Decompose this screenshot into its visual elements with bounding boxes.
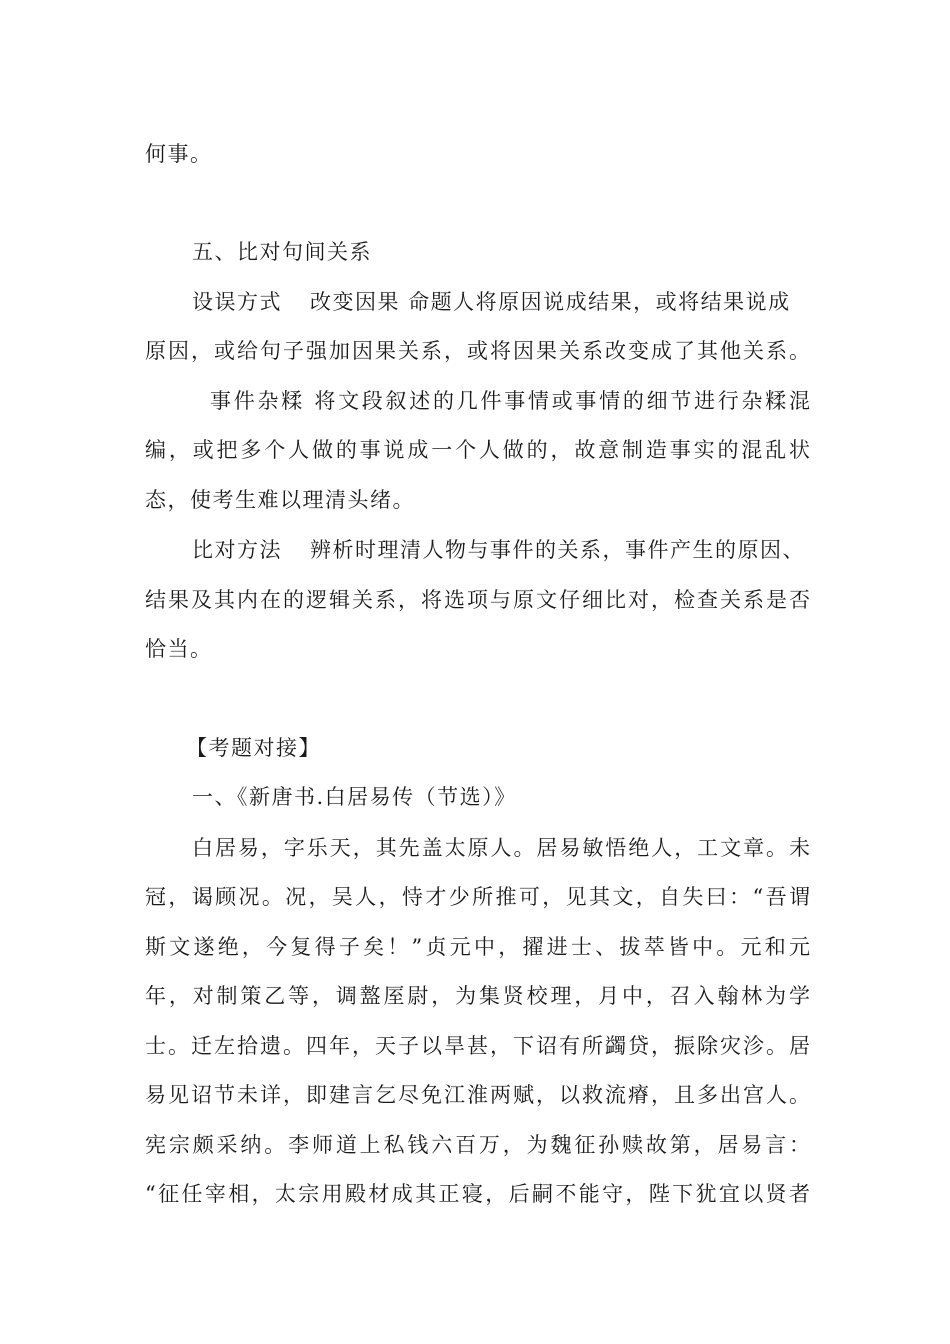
text-line: 斯文遂绝，今复得子矣！”贞元中，擢进士、拔萃皆中。元和元 xyxy=(145,935,810,959)
text-line: 年，对制策乙等，调盩厔尉，为集贤校理，月中，召入翰林为学 xyxy=(145,984,810,1008)
text-line: 冠，谒顾况。况，吴人，恃才少所推可，见其文，自失曰：“吾谓 xyxy=(145,885,810,909)
label-method: 比对方法 xyxy=(192,538,282,562)
text-line: 态，使考生难以理清头绪。 xyxy=(145,488,415,512)
text-line xyxy=(192,288,810,316)
text-line: 士。迁左拾遗。四年，天子以旱甚，下诏有所蠲贷，振除灾沴。居 xyxy=(145,1034,810,1058)
text-line: 易见诏节未详，即建言乞尽免江淮两赋，以救流瘠，且多出宫人。 xyxy=(145,1083,810,1107)
text-line: 事件杂糅 将文段叙述的几件事情或事情的细节进行杂糅混 xyxy=(210,389,810,413)
text-line: 编，或把多个人做的事说成一个人做的，故意制造事实的混乱状 xyxy=(145,438,810,462)
text-line: 宪宗颇采纳。李师道上私钱六百万，为魏征孙赎故第，居易言： xyxy=(145,1133,810,1157)
text-line: 恰当。 xyxy=(145,637,213,661)
label-method: 设误方式 xyxy=(192,290,282,314)
text-line: 何事。 xyxy=(145,142,213,166)
text-line: 结果及其内在的逻辑关系，将选项与原文仔细比对，检查关系是否 xyxy=(145,588,810,612)
text-segment: 辨析时理清人物与事件的关系，事件产生的原因、 xyxy=(310,538,805,562)
text-segment: 改变因果 命题人将原因说成结果，或将结果说成 xyxy=(310,290,791,314)
passage-title: 一、《新唐书.白居易传（节选）》 xyxy=(192,785,517,809)
text-line: 白居易，字乐天，其先盖太原人。居易敏悟绝人，工文章。未 xyxy=(192,836,810,860)
text-line xyxy=(192,536,810,564)
text-line: “征任宰相，太宗用殿材成其正寝，后嗣不能守，陛下犹宜以贤者 xyxy=(145,1182,810,1206)
text-line: 原因，或给句子强加因果关系，或将因果关系改变成了其他关系。 xyxy=(145,339,810,363)
section-heading: 【考题对接】 xyxy=(186,736,321,760)
section-heading: 五、比对句间关系 xyxy=(192,240,372,264)
